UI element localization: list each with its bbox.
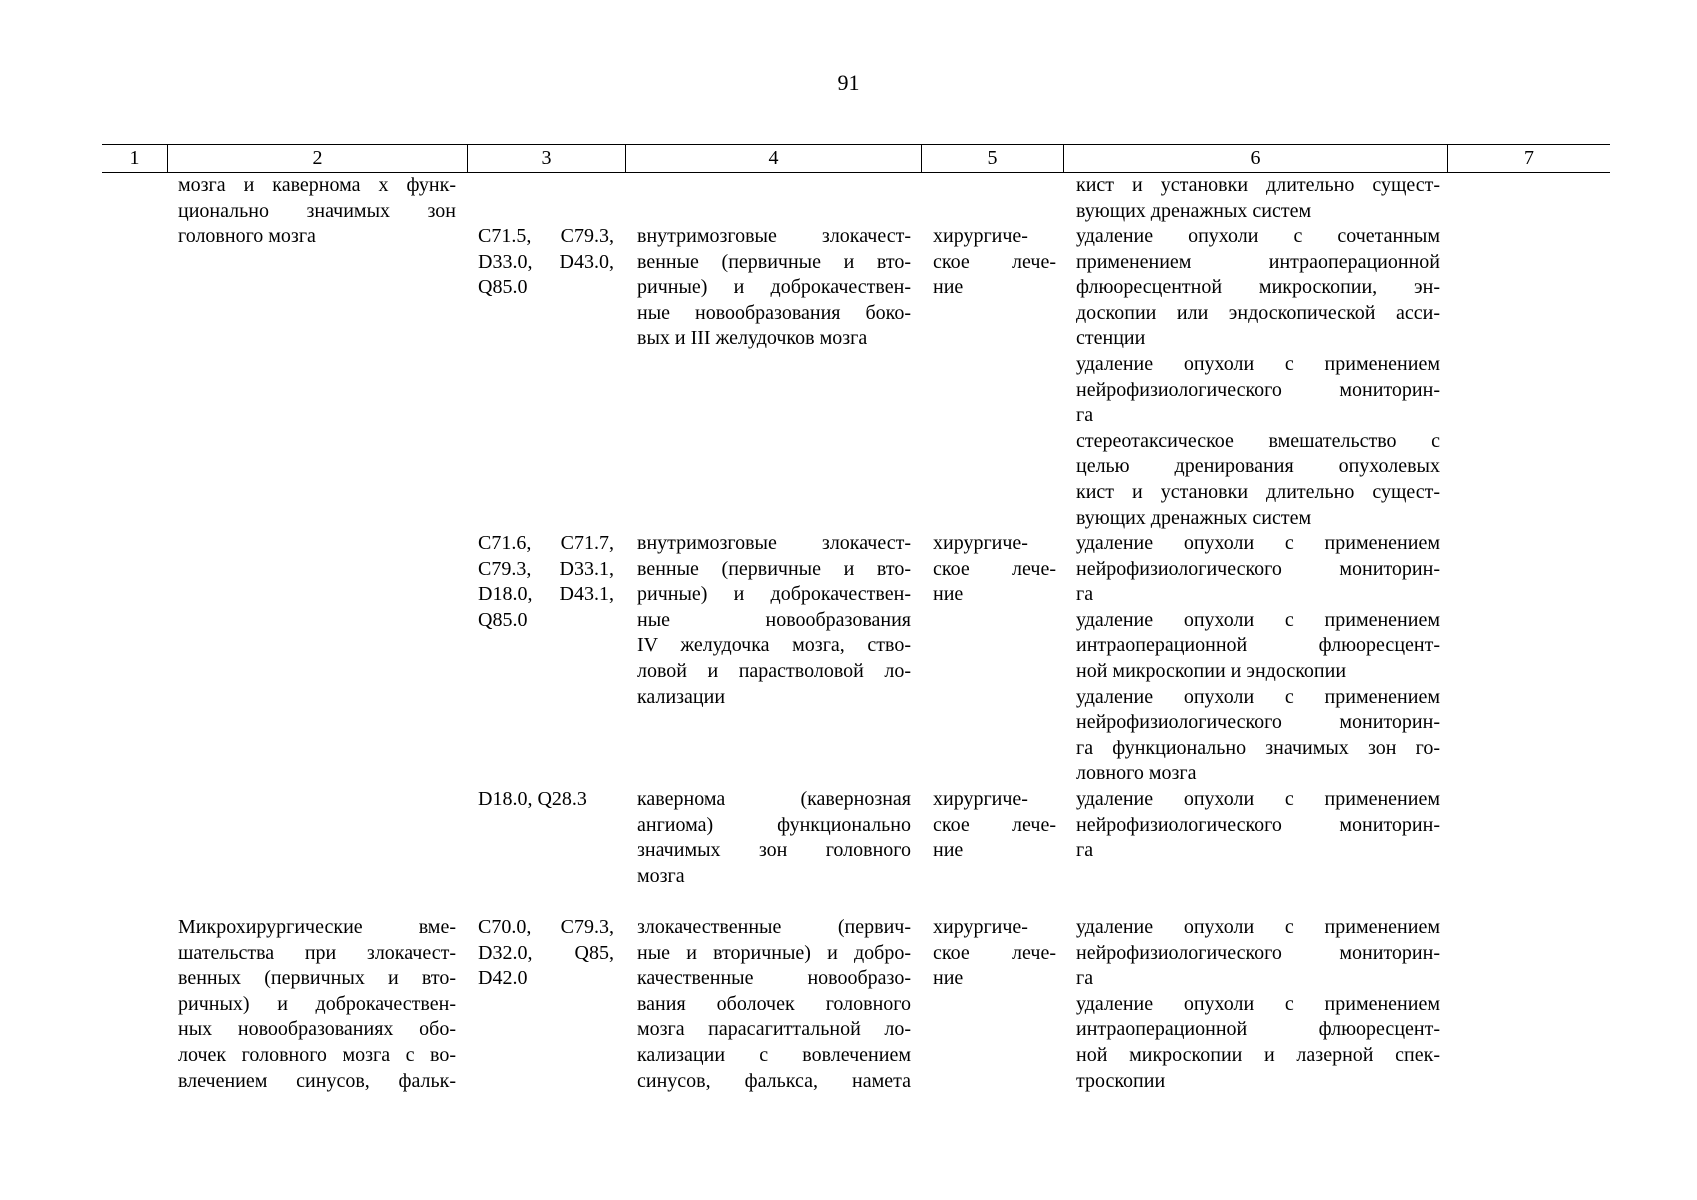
method-line: нейрофизиологического мониторин- [1076, 813, 1440, 836]
column-header-2: 2 [167, 145, 467, 172]
treatment-line: хирургиче- [933, 532, 1028, 554]
model-line: качественные новообразо- [637, 967, 911, 990]
code-line: C79.3, D33.1, [478, 557, 614, 580]
code-line: Q85.0 [478, 276, 528, 299]
section2-name [178, 915, 456, 1094]
name-line: ных новообразованиях обо- [178, 1018, 456, 1041]
code-line: C70.0, C79.3, [478, 916, 614, 938]
section2-treatment [933, 915, 1056, 992]
method-line: флюоресцентной микроскопии, эн- [1076, 276, 1440, 299]
name-line: Микрохирургические вме- [178, 916, 456, 938]
group2-model [637, 531, 911, 710]
model-line: значимых зон головного [637, 839, 911, 862]
method-line: кист и установки длительно сущест- [1076, 480, 1440, 503]
method-line: ловного мозга [1076, 762, 1197, 785]
group2-treatment [933, 531, 1056, 608]
name-line: влечением синусов, фальк- [178, 1069, 456, 1092]
treatment-line: хирургиче- [933, 225, 1028, 247]
method-line: удаление опухоли с применением [1076, 352, 1440, 375]
method-line: нейрофизиологического мониторин- [1076, 378, 1440, 401]
section2-methods [1076, 915, 1440, 1094]
col6-continuation [1076, 173, 1440, 224]
table-header-row [102, 144, 1610, 173]
model-line: ные и вторичные) и добро- [637, 941, 911, 964]
treatment-line: ние [933, 967, 964, 990]
model-line: ловой и парастволовой ло- [637, 659, 911, 682]
group2-codes [478, 531, 614, 633]
code-line: D18.0, D43.1, [478, 583, 614, 606]
treatment-line: ское лече- [933, 557, 1056, 580]
name-line: венных (первичных и вто- [178, 967, 456, 990]
group1-methods [1076, 224, 1440, 531]
method-line: га [1076, 583, 1094, 606]
column-header-3: 3 [467, 145, 625, 172]
col2-line: головного мозга [178, 225, 316, 248]
model-line: ные новообразования [637, 608, 911, 631]
group3-treatment [933, 787, 1056, 864]
col6-line: кист и установки длительно сущест- [1076, 174, 1440, 196]
model-line: ричные) и доброкачествен- [637, 276, 911, 299]
group3-methods [1076, 787, 1440, 864]
model-line: внутримозговые злокачест- [637, 532, 911, 554]
method-line: нейрофизиологического мониторин- [1076, 711, 1440, 734]
model-line: вания оболочек головного [637, 992, 911, 1015]
col2-continuation [178, 173, 456, 250]
model-line: внутримозговые злокачест- [637, 225, 911, 247]
method-line: удаление опухоли с применением [1076, 608, 1440, 631]
code-line: C71.5, C79.3, [478, 225, 614, 247]
col6-line: вующих дренажных систем [1076, 199, 1312, 222]
column-header-1: 1 [129, 147, 140, 169]
code-line: D33.0, D43.0, [478, 250, 614, 273]
code-line: Q85.0 [478, 608, 528, 631]
method-line: га функционально значимых зон го- [1076, 736, 1440, 759]
method-line: га [1076, 967, 1094, 990]
model-line: IV желудочка мозга, ство- [637, 634, 911, 657]
method-line: га [1076, 404, 1094, 427]
treatment-line: ние [933, 276, 964, 299]
method-line: вующих дренажных систем [1076, 506, 1312, 529]
method-line: ной микроскопии и эндоскопии [1076, 659, 1347, 682]
model-line: венные (первичные и вто- [637, 557, 911, 580]
method-line: нейрофизиологического мониторин- [1076, 941, 1440, 964]
code-line: D18.0, Q28.3 [478, 788, 587, 810]
method-line: нейрофизиологического мониторин- [1076, 557, 1440, 580]
method-line: га [1076, 839, 1094, 862]
treatment-line: хирургиче- [933, 788, 1028, 810]
model-line: кавернома (кавернозная [637, 788, 911, 810]
column-header-7: 7 [1447, 145, 1610, 172]
method-line: удаление опухоли с применением [1076, 992, 1440, 1015]
col2-line: ционально значимых зон [178, 199, 456, 222]
column-header-5: 5 [921, 145, 1063, 172]
model-line: злокачественные (первич- [637, 916, 911, 938]
treatment-line: ское лече- [933, 813, 1056, 836]
group2-methods [1076, 531, 1440, 787]
column-header-6: 6 [1063, 145, 1447, 172]
method-line: интраоперационной флюоресцент- [1076, 1018, 1440, 1041]
code-line: D32.0, Q85, [478, 941, 614, 964]
group3-codes [478, 787, 614, 813]
group1-treatment [933, 224, 1056, 301]
method-line: удаление опухоли с сочетанным [1076, 225, 1440, 247]
method-line: стенции [1076, 327, 1146, 350]
name-line: лочек головного мозга с во- [178, 1043, 456, 1066]
column-header-4: 4 [625, 145, 921, 172]
method-line: применением интраоперационной [1076, 250, 1440, 273]
model-line: мозга парасагиттальной ло- [637, 1018, 911, 1041]
group1-model [637, 224, 911, 352]
col2-line: мозга и кавернома х функ- [178, 174, 456, 196]
treatment-line: ское лече- [933, 941, 1056, 964]
method-line: удаление опухоли с применением [1076, 685, 1440, 708]
model-line: ангиома) функционально [637, 813, 911, 836]
treatment-line: ние [933, 583, 964, 606]
model-line: венные (первичные и вто- [637, 250, 911, 273]
model-line: вых и III желудочков мозга [637, 327, 868, 350]
method-line: интраоперационной флюоресцент- [1076, 634, 1440, 657]
treatment-line: ние [933, 839, 964, 862]
name-line: шательства при злокачест- [178, 941, 456, 964]
code-line: C71.6, C71.7, [478, 532, 614, 554]
method-line: стереотаксическое вмешательство с [1076, 429, 1440, 452]
group1-codes [478, 224, 614, 301]
method-line: удаление опухоли с применением [1076, 788, 1440, 810]
treatment-line: ское лече- [933, 250, 1056, 273]
model-line: мозга [637, 864, 685, 887]
section2-codes [478, 915, 614, 992]
method-line: целью дренирования опухолевых [1076, 455, 1440, 478]
model-line: кализации [637, 685, 726, 708]
name-line: ричных) и доброкачествен- [178, 992, 456, 1015]
code-line: D42.0 [478, 967, 528, 990]
model-line: ричные) и доброкачествен- [637, 583, 911, 606]
section2-model [637, 915, 911, 1094]
method-line: ной микроскопии и лазерной спек- [1076, 1043, 1440, 1066]
model-line: ные новообразования боко- [637, 301, 911, 324]
model-line: синусов, фалькса, намета [637, 1069, 911, 1092]
model-line: кализации с вовлечением [637, 1043, 911, 1066]
method-line: троскопии [1076, 1069, 1166, 1092]
group3-model [637, 787, 911, 889]
method-line: удаление опухоли с применением [1076, 916, 1440, 938]
method-line: доскопии или эндоскопической асси- [1076, 301, 1440, 324]
method-line: удаление опухоли с применением [1076, 532, 1440, 554]
page-number: 91 [837, 70, 860, 95]
treatment-line: хирургиче- [933, 916, 1028, 938]
